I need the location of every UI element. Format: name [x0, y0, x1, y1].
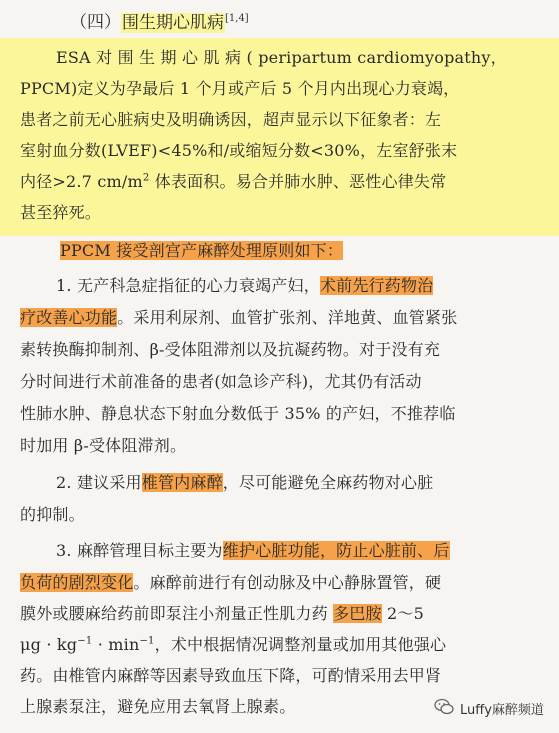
principle-title-text: PPCM 接受剖宫产麻醉处理原则如下： [60, 241, 344, 260]
item3-highlight-2: 负荷的剧烈变化 [20, 573, 134, 592]
item3-line-5: 药。由椎管内麻醉等因素导致血压下降，可酌情采用去甲肾 [20, 666, 442, 685]
item1-line-1-a: 1. 无产科急症指征的心力衰竭产妇， [56, 276, 320, 295]
intro-line-6: 甚至猝死。 [20, 203, 102, 222]
intro-line-2: PPCM)定义为孕最后 1 个月或产后 5 个月内出现心力衰竭， [20, 79, 460, 98]
item3-line-4 [20, 630, 446, 660]
section-reference: [1,4] [225, 13, 249, 24]
item3-line-4-b: · min [92, 635, 140, 654]
item3-line-2 [20, 568, 441, 598]
item1-highlight-2: 疗改善心功能 [20, 308, 118, 327]
section-prefix: （四） [70, 12, 121, 33]
item3-line-4-c: ，术中根据情况调整剂量或加用其他强心 [154, 635, 447, 654]
intro-line-3: 患者之前无心脏病史及明确诱因，超声显示以下征象者：左 [20, 110, 442, 129]
intro-line-5 [20, 167, 446, 197]
item1-line-6: 时加用 β-受体阻滞剂。 [20, 436, 187, 455]
item1-line-5: 性肺水肿、静息状态下射血分数低于 35% 的产妇，不推荐临 [20, 404, 456, 423]
intro-line-5-b: 体表面积。易合并肺水肿、恶性心律失常 [149, 172, 447, 191]
item3-line-4-sup2: −1 [139, 635, 155, 647]
intro-line-5-sup: 2 [142, 172, 150, 184]
item3-line-6: 上腺素泵注，避免应用去氧肾上腺素。 [20, 697, 296, 716]
item1-line-4: 分时间进行术前准备的患者(如急诊产科)，尤其仍有活动 [20, 372, 422, 391]
section-title: 围生期心肌病 [122, 12, 224, 33]
item2-line-1-b: ，尽可能避免全麻药物对心脏 [222, 473, 434, 492]
item2-line-1 [56, 468, 433, 498]
item3-line-2-b: 。麻醉前进行有创动脉及中心静脉置管，硬 [133, 573, 442, 592]
item3-line-4-a: μg · kg [20, 635, 78, 654]
wechat-icon [434, 698, 454, 716]
intro-line-5-a: 内径>2.7 cm/m [20, 172, 143, 191]
item1-highlight-1: 术前先行药物治 [319, 276, 434, 295]
item3-line-3-b: 2～5 [381, 604, 424, 623]
item1-line-3: 素转换酶抑制剂、β-受体阻滞剂以及抗凝药物。对于没有充 [20, 340, 441, 359]
intro-line-4: 室射血分数(LVEF)<45%和/或缩短分数<30%，左室舒张末 [20, 141, 458, 160]
item3-line-3-a: 膜外或腰麻给药前即泵注小剂量正性肌力药 [20, 604, 334, 623]
item1-line-2 [20, 303, 457, 333]
item2-line-1-a: 2. 建议采用 [56, 473, 142, 492]
item3-highlight-1: 维护心脏功能，防止心脏前、后 [222, 541, 450, 560]
item3-line-4-sup1: −1 [77, 635, 93, 647]
item3-highlight-3: 多巴胺 [333, 604, 382, 623]
item3-line-1-a: 3. 麻醉管理目标主要为 [56, 541, 223, 560]
item2-line-2: 的抑制。 [20, 505, 85, 524]
item2-highlight: 椎管内麻醉 [141, 473, 223, 492]
item3-line-3 [20, 599, 424, 629]
principle-title [60, 236, 343, 266]
watermark: Luffy麻醉频道 [460, 703, 544, 718]
intro-line-1: ESA 对 围 生 期 心 肌 病 ( peripartum cardiomyopathy， [56, 48, 507, 67]
item1-line-2-b: 。采用利尿剂、血管扩张剂、洋地黄、血管紧张 [117, 308, 458, 327]
item1-line-1 [56, 271, 433, 301]
item3-line-1 [56, 536, 450, 566]
section-heading [70, 6, 249, 32]
